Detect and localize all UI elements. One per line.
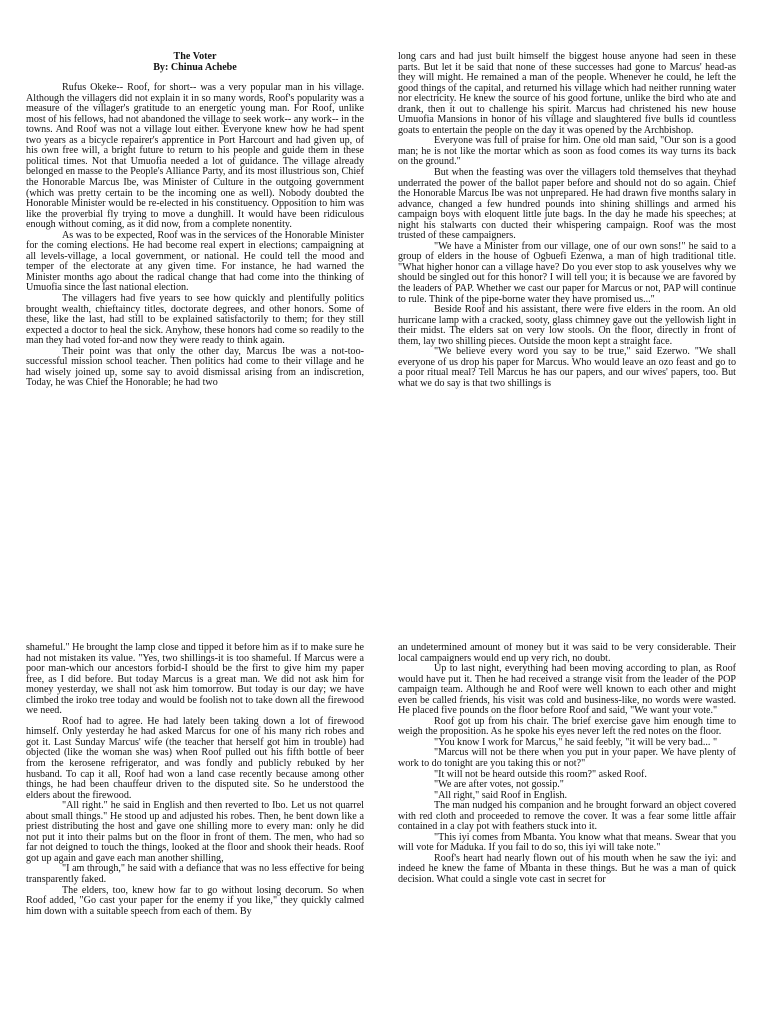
paragraph: Roof had to agree. He had lately been taking down a lot of firewood himself. Only yesterday he had asked Marcus for one of his many rich robes and got it. Last Sunday Marcus' wife (the teacher that herself got him in trouble) had objected (like the woman she was) when Roof pulled out his fifth bottle of beer from the kerosene refrigerator, and was fondly and publicly rebuked by her husband. To cap it all, Roof had won a land case recently because among other things, he had been chauffeur driven to the disputed site. So he understood the elders about the firewood. — [26, 715, 364, 801]
paragraph: Everyone was full of praise for him. One old man said, "Our son is a good man; he is not like the mortar which as soon as food comes its way turns its back on the ground." — [398, 135, 736, 168]
paragraph: "This iyi comes from Mbanta. You know what that means. Swear that you will vote for Maduka. If you fail to do so, this iyi will take note." — [398, 831, 736, 854]
paragraph: Up to last night, everything had been moving according to plan, as Roof would have put it. Then he had received a strange visit from the leader of the POP campaign team. Although he and Roof were well known to each other and might even be called friends, his visit was cold and business-like, no words were wasted. He placed five pounds on the floor before Roof and said, "We want your vote." — [398, 663, 736, 717]
paragraph: Rufus Okeke-- Roof, for short-- was a very popular man in his village. Although the villagers did not explain it in so many words, Roof's popularity was a measure of the villager's gratitude to an energetic young man. For Roof, unlike most of his fellows, had not abandoned the village to seek work-- any work-- in the towns. And Roof was not a village lout either. Everyone knew how he had spent two years as a bicycle repairer's apprentice in Port Harcourt and had given up, of his own free will, a bright future to return to his people and guide them in these political times. Not that Umuofia needed a lot of guidance. The village already belonged en masse to the People's Alliance Party, and its most illustrious son, Chief the Honorable Marcus Ibe, was Minister of Culture in the outgoing government (which was pretty certain to be the incoming one as well). Nobody doubted the Honorable Minister would be re-elected in his constituency. Opposition to him was like the proverbial fly trying to move a dunghill. It would have been ridiculous enough without coming, as it did now, from a complete nonentity. — [26, 82, 364, 231]
paragraph: long cars and had just built himself the biggest house anyone had seen in these parts. But let it be said that none of these successes had gone to Marcus' head-as they will might. He remained a man of the people. Whenever he could, he left the good things of the capital, and returned his village which had neither running water nor electricity. He knew the source of his good fortune, unlike the bird who ate and drank, then it out to challenge his spirit. Marcus had christened his new house Umuofia Mansions in honor of his village and slaughtered five bulls id countless goats to entertain the people on the day it was opened by the Archbishop. — [398, 52, 736, 136]
paragraph: "All right." he said in English and then reverted to Ibo. Let us not quarrel about small things." He stood up and adjusted his robes. Then, he bent down like a priest distributing the host and gave one shilling more to every man: only he did not put it into their palms but on the floor in front of them. The men, who had so far not deigned to touch the things, looked at the floor and shook their heads. Roof got up again and gave each man another shilling, — [26, 800, 364, 864]
paragraph: Beside Roof and his assistant, there were five elders in the room. An old hurricane lamp with a cracked, sooty, glass chimney gave out the yellowish light in their midst. The elders sat on very low stools. On the floor, directly in front of them, lay two shilling pieces. Outside the moon kept a straight face. — [398, 304, 736, 347]
paragraph: "I am through," he said with a defiance that was no less effective for being transparently faked. — [26, 863, 364, 886]
paragraph: The villagers had five years to see how quickly and plentifully politics brought wealth, chieftaincy titles, doctorate degrees, and other honors. Some of these, like the last, had still to be explained satisfactorily to them; for they still expected a doctor to heal the sick. Anyhow, these honors had come so readily to the man they had voted for-and now they were ready to think again. — [26, 293, 364, 347]
paragraph: "Marcus will not be there when you put in your paper. We have plenty of work to do tonight are you taking this or not?" — [398, 747, 736, 770]
story-author: By: Chinua Achebe — [153, 61, 237, 73]
page2-left-column — [26, 643, 364, 1024]
page2-right-column — [398, 643, 736, 1024]
paragraph: "It will not be heard outside this room?" asked Roof. — [434, 768, 647, 780]
paragraph: The elders, too, knew how far to go without losing decorum. So when Roof added, "Go cast your paper for the enemy if you like," they quickly calmed him down with a suitable speech from each of them. By — [26, 884, 364, 917]
paragraph: "All right," said Roof in English. — [434, 789, 568, 801]
paragraph: an undetermined amount of money but it was said to be very considerable. Their local campaigners would end up very rich, no doubt. — [398, 643, 736, 664]
paragraph: But when the feasting was over the villagers told themselves that theyhad underrated the power of the ballot paper before and should not do so again. Chief the Honorable Marcus Ibe was not unprepared. He had drawn five months salary in advance, changed a few hundred pounds into shining shillings and armed his campaign boys with eloquent little jute bags. In the day he made his speeches; at night his stalwarts con ducted their whispering campaign. Roof was the most trusted of these campaigners. — [398, 167, 736, 242]
story-title: The Voter — [173, 52, 217, 62]
paragraph: Roof got up from his chair. The brief exercise gave him enough time to weigh the proposition. As he spoke his eyes never left the red notes on the floor. — [398, 715, 736, 738]
paragraph: "We believe every word you say to be true," said Ezerwo. "We shall everyone of us drop his paper for Marcus. Who would leave an ozo feast and go to a poor ritual meal? Tell Marcus he has our papers, and our wives' papers, too. But what we do say is that two shillings is — [398, 346, 736, 389]
paragraph: shameful." He brought the lamp close and tipped it before him as if to make sure he had not mistaken its value. "Yes, two shillings-it is too shameful. If Marcus were a poor man-which our ancestors forbid-I should be the first to give him my paper free, as I did before. But today Marcus is a great man. We did not ask him for money yesterday, we shall not ask him tomorrow. But today is our day; we have climbed the iroko tree today and would be foolish not to take down all the firewood we need. — [26, 643, 364, 717]
paragraph: As was to be expected, Roof was in the services of the Honorable Minister for the coming elections. He had become real expert in elections; campaigning at all levels-village, a local government, or national. He could tell the mood and temper of the electorate at any given time. For instance, he had warned the Minister months ago about the radical change that had come into the thinking of Umuofia since the last national election. — [26, 229, 364, 294]
page1-right-column — [398, 52, 736, 548]
paragraph: "You know I work for Marcus," he said feebly, "it will be very bad... " — [434, 736, 718, 748]
paragraph: "We have a Minister from our village, one of our own sons!" he said to a group of elders in the house of Ogbuefi Ezenwa, a man of high traditional title. "What higher honor can a village have? Do you ever stop to ask youselves why we should be singled out for this honor? I will tell you; it is because we are favored by the leaders of PAP. Whether we cast our paper for Marcus or not, PAP will continue to rule. Think of the pipe-borne water they have promised us..." — [398, 240, 736, 305]
paragraph: Roof's heart had nearly flown out of his mouth when he saw the iyi: and indeed he knew the fame of Mbanta in these things. But he was a man of quick decision. What could a single vote cast in secret for — [398, 852, 736, 886]
paragraph: The man nudged his companion and he brought forward an object covered with red cloth and proceeded to remove the cover. It was a fear some little affair contained in a clay pot with feathers stuck into it. — [398, 800, 736, 833]
page1-left-column — [26, 52, 364, 548]
paragraph: Their point was that only the other day, Marcus Ibe was a not-too-successful mission school teacher. Then politics had come to their village and he had wisely joined up, some say to avoid dismissal arising from an indiscretion, Today, he was Chief the Honorable; he had two — [26, 345, 364, 389]
paragraph: "We are after votes, not gossip." — [434, 779, 564, 791]
